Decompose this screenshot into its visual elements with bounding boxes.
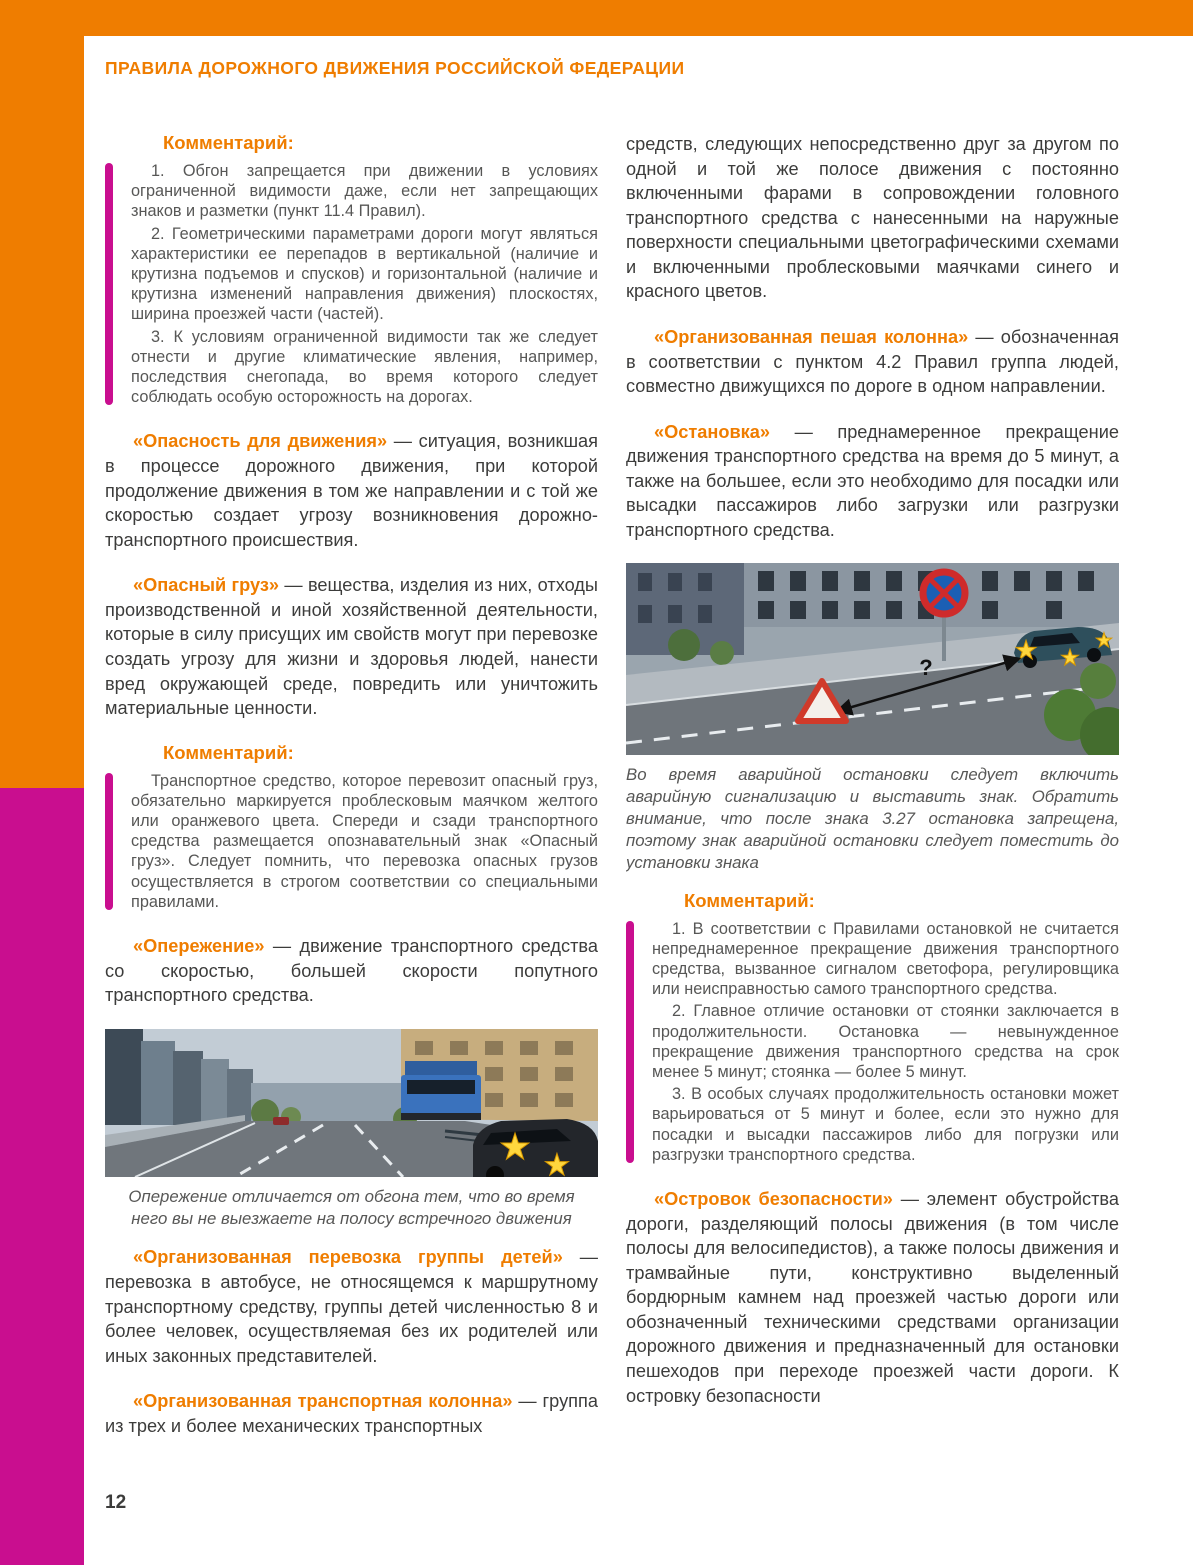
building <box>105 1029 143 1125</box>
truck <box>401 1061 481 1120</box>
comment-section-visibility <box>105 132 598 407</box>
definition-cargo-text: — вещества, изделия из них, отходы производственной и иной хозяйственной деятельности, которые в силу присущих им свойств могут при перевозке создать угрозу для жизни и здоровья людей, нанести вред окружающей среде, повредить или уничтожить материальные ценности. <box>105 575 598 719</box>
star-icon: ★ <box>498 1125 532 1167</box>
page-title: ПРАВИЛА ДОРОЖНОГО ДВИЖЕНИЯ РОССИЙСКОЙ ФЕДЕРАЦИИ <box>105 58 685 78</box>
comment-accent-bar <box>626 921 634 1163</box>
term-danger-label: «Опасность для движения» <box>133 431 388 452</box>
comment-body <box>626 919 1119 1165</box>
car <box>473 1119 598 1177</box>
comment-body <box>105 771 598 912</box>
term-children-label: «Организованная перевозка группы детей» <box>133 1247 563 1268</box>
convoy-continuation: средств, следующих непосредственно друг за другом по одной и той же полосе движения с постоянно включенными фарами в сопровождении головного транспортного средства с нанесенными на наружные поверхности специальными цветографическими схемами и включенными проблесковыми маячками синего и красного цветов. <box>626 134 1119 302</box>
right-column <box>626 132 1119 1462</box>
figure-emergency-stop <box>626 563 1119 873</box>
comment-heading: Комментарий: <box>163 132 294 153</box>
term-island-label: «Островок безопасности» <box>654 1189 893 1210</box>
definition-overtaking-text: — движение транспортного средства со скоростью, большей скорости попутного транспортного средства. <box>105 936 598 1006</box>
comment-paragraph: 2. Главное отличие остановки от стоянки заключается в продолжительности. Остановка — невынужденное прекращение движения транспортного средства на срок менее 5 минут; стоянка — более 5 минут. <box>652 1002 1119 1081</box>
comment-paragraph: 1. В соответствии с Правилами остановкой не считается непреднамеренное прекращение движения транспортного средства, вызванное сигналом светофора, регулировщика или неисправностью самого транспортного средства. <box>652 919 1119 999</box>
definition-island-text: — элемент обустройства дороги, разделяющий полосы движения (в том числе полосы для велосипедистов), а также полосы движения и трамвайные пути, конструктивно выделенный бордюрным камнем над проезжей частью дороги или обозначенный техническими средствами организации дорожного движения и предназначенный для остановки пешеходов при переходе проезжей части дороги. К островку безопасности <box>626 1189 1119 1406</box>
figure-overtaking <box>105 1029 598 1230</box>
term-foot-column-label: «Организованная пешая колонна» <box>654 326 969 347</box>
definition-children-transport <box>105 1245 598 1368</box>
term-stop-label: «Остановка» <box>654 421 771 442</box>
definition-stop <box>626 420 1119 543</box>
overtaking-illustration <box>105 1029 598 1177</box>
page-content <box>105 132 1120 1462</box>
emergency-stop-illustration <box>626 563 1119 755</box>
comment-paragraph: 1. Обгон запрещается при движении в условиях ограниченной видимости даже, если нет запрещающих знаков и разметки (пункт 11.4 Правил). <box>131 162 598 221</box>
bush <box>1080 663 1116 699</box>
term-convoy-label: «Организованная транспортная колонна» <box>133 1391 513 1412</box>
distant-car <box>273 1117 289 1125</box>
star-icon: ★ <box>1095 630 1113 653</box>
building <box>201 1059 229 1125</box>
comment-paragraph: 2. Геометрическими параметрами дороги могут являться характеристики ее перепадов в вертикальной (наличие и крутизна подъемов и спусков) и горизонтальной (наличие и крутизна изменений направления движения) плоскостях, ширина проезжей части (частей). <box>131 224 598 324</box>
comment-section-stop <box>626 890 1119 1165</box>
left-border-orange <box>0 0 84 788</box>
left-column <box>105 132 598 1462</box>
definition-danger <box>105 429 598 552</box>
question-mark-annotation: ? <box>919 655 933 681</box>
comment-heading: Комментарий: <box>684 889 815 911</box>
tree <box>668 629 700 661</box>
comment-accent-bar <box>105 773 113 910</box>
comment-heading: Комментарий: <box>163 741 294 763</box>
definition-safety-island <box>626 1187 1119 1408</box>
building <box>173 1051 203 1125</box>
star-icon: ★ <box>1014 635 1038 666</box>
definition-overtaking <box>105 934 598 1008</box>
definition-foot-column-text: — обозначенная в соответствии с пунктом 4.2 Правил группа людей, совместно движущихся по дороге в одном направлении. <box>626 326 1119 397</box>
definition-foot-column <box>626 325 1119 399</box>
comment-paragraph: Транспортное средство, которое перевозит опасный груз, обязательно маркируется проблесковым маячком желтого или оранжевого цвета. Спереди и сзади транспортного средства размещается опознавательный знак «Опасный груз». Следует помнить, что перевозка опасных грузов осуществляется в строгом соответствии со специальными правилами. <box>131 771 598 911</box>
definition-convoy <box>105 1389 598 1438</box>
figure-caption: Опережение отличается от обгона тем, что во время него вы не выезжаете на полосу встречного движения <box>128 1186 575 1228</box>
term-cargo-label: «Опасный груз» <box>133 575 280 596</box>
comment-accent-bar <box>105 163 113 405</box>
top-orange-bar <box>0 0 1193 36</box>
term-overtaking-label: «Опережение» <box>133 936 265 957</box>
definition-dangerous-cargo <box>105 573 598 720</box>
definition-stop-text: — преднамеренное прекращение движения транспортного средства на время до 5 минут, а также на большее, если это необходимо для посадки или высадки пассажиров либо загрузки или разгрузки транспортного средства. <box>626 421 1119 540</box>
figure-caption: Во время аварийной остановки следует включить аварийную сигнализацию и выставить знак. Обратить внимание, что после знака 3.27 остановка запрещена, поэтому знак аварийной остановки следует поместить до установки знака <box>626 765 1119 872</box>
page-number: 12 <box>105 1492 127 1513</box>
definition-convoy-text: — группа из трех и более механических транспортных <box>105 1391 598 1436</box>
building <box>141 1041 175 1125</box>
definition-children-text: — перевозка в автобусе, не относящемся к маршрутному транспортному средству, группы детей численностью 8 и более человек, осуществляемая без их родителей или иных законных представителей. <box>105 1247 598 1366</box>
comment-paragraph: 3. К условиям ограниченной видимости так же следует отнести и другие климатические явления, например, последствия снегопада, во время которого следует соблюдать особую осторожность на дорогах. <box>131 327 598 407</box>
star-icon: ★ <box>1060 645 1080 671</box>
comment-paragraph: 3. В особых случаях продолжительность остановки может варьироваться от 5 минут и более, если это нужно для посадки и высадки пассажиров либо для погрузки или разгрузки транспортного средства. <box>652 1085 1119 1164</box>
left-border-magenta <box>0 788 84 1565</box>
comment-section-cargo <box>105 742 598 912</box>
comment-body <box>105 161 598 407</box>
tree <box>710 641 734 665</box>
no-stopping-sign <box>923 572 965 614</box>
definition-danger-text: — ситуация, возникшая в процессе дорожного движения, при которой продолжение движения в том же направлении и с той же скоростью создает угрозу возникновения дорожно-транспортного происшествия. <box>105 431 598 550</box>
star-icon: ★ <box>543 1148 571 1177</box>
